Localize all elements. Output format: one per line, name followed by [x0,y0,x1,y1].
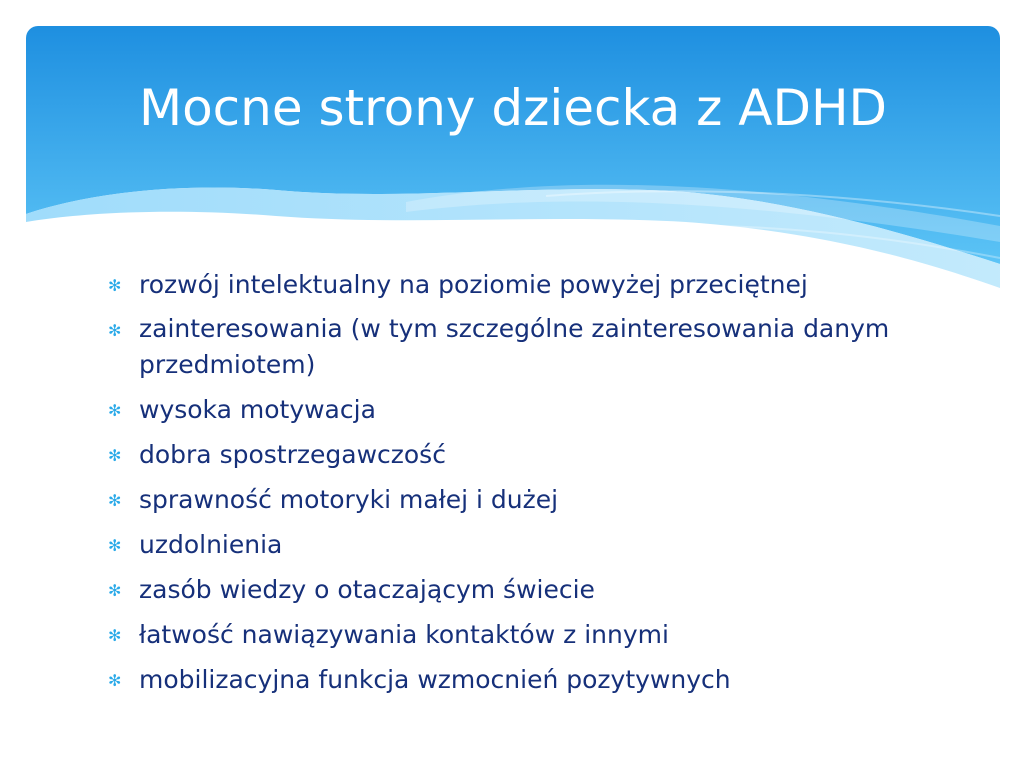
header-wave-banner [26,26,1000,288]
bullet-text: rozwój intelektualny na poziomie powyżej przeciętnej [139,270,808,299]
asterisk-bullet-icon: ✻ [108,626,122,645]
asterisk-bullet-icon: ✻ [108,446,122,465]
asterisk-bullet-icon: ✻ [108,276,122,295]
bullet-item [108,571,968,608]
asterisk-bullet-icon: ✻ [108,581,122,600]
bullet-text: dobra spostrzegawczość [139,440,446,469]
bullet-item [108,436,968,473]
bullet-item [108,266,968,303]
bullet-item [108,311,968,383]
bullet-item [108,481,968,518]
asterisk-bullet-icon: ✻ [108,321,122,340]
bullet-text: wysoka motywacja [139,395,376,424]
bullet-text: zasób wiedzy o otaczającym świecie [139,575,595,604]
bullet-text: łatwość nawiązywania kontaktów z innymi [139,620,669,649]
asterisk-bullet-icon: ✻ [108,536,122,555]
bullet-list [108,266,968,706]
bullet-item [108,616,968,653]
bullet-item [108,526,968,563]
slide-title: Mocne strony dziecka z ADHD [138,79,888,137]
wave-graphic [26,26,1000,288]
bullet-text: uzdolnienia [139,530,283,559]
bullet-text: zainteresowania (w tym szczególne zainteresowania danym przedmiotem) [139,314,890,379]
bullet-text: sprawność motoryki małej i dużej [139,485,559,514]
asterisk-bullet-icon: ✻ [108,671,122,690]
asterisk-bullet-icon: ✻ [108,401,122,420]
asterisk-bullet-icon: ✻ [108,491,122,510]
bullet-item [108,661,968,698]
bullet-item [108,391,968,428]
bullet-text: mobilizacyjna funkcja wzmocnień pozytywnych [139,665,731,694]
